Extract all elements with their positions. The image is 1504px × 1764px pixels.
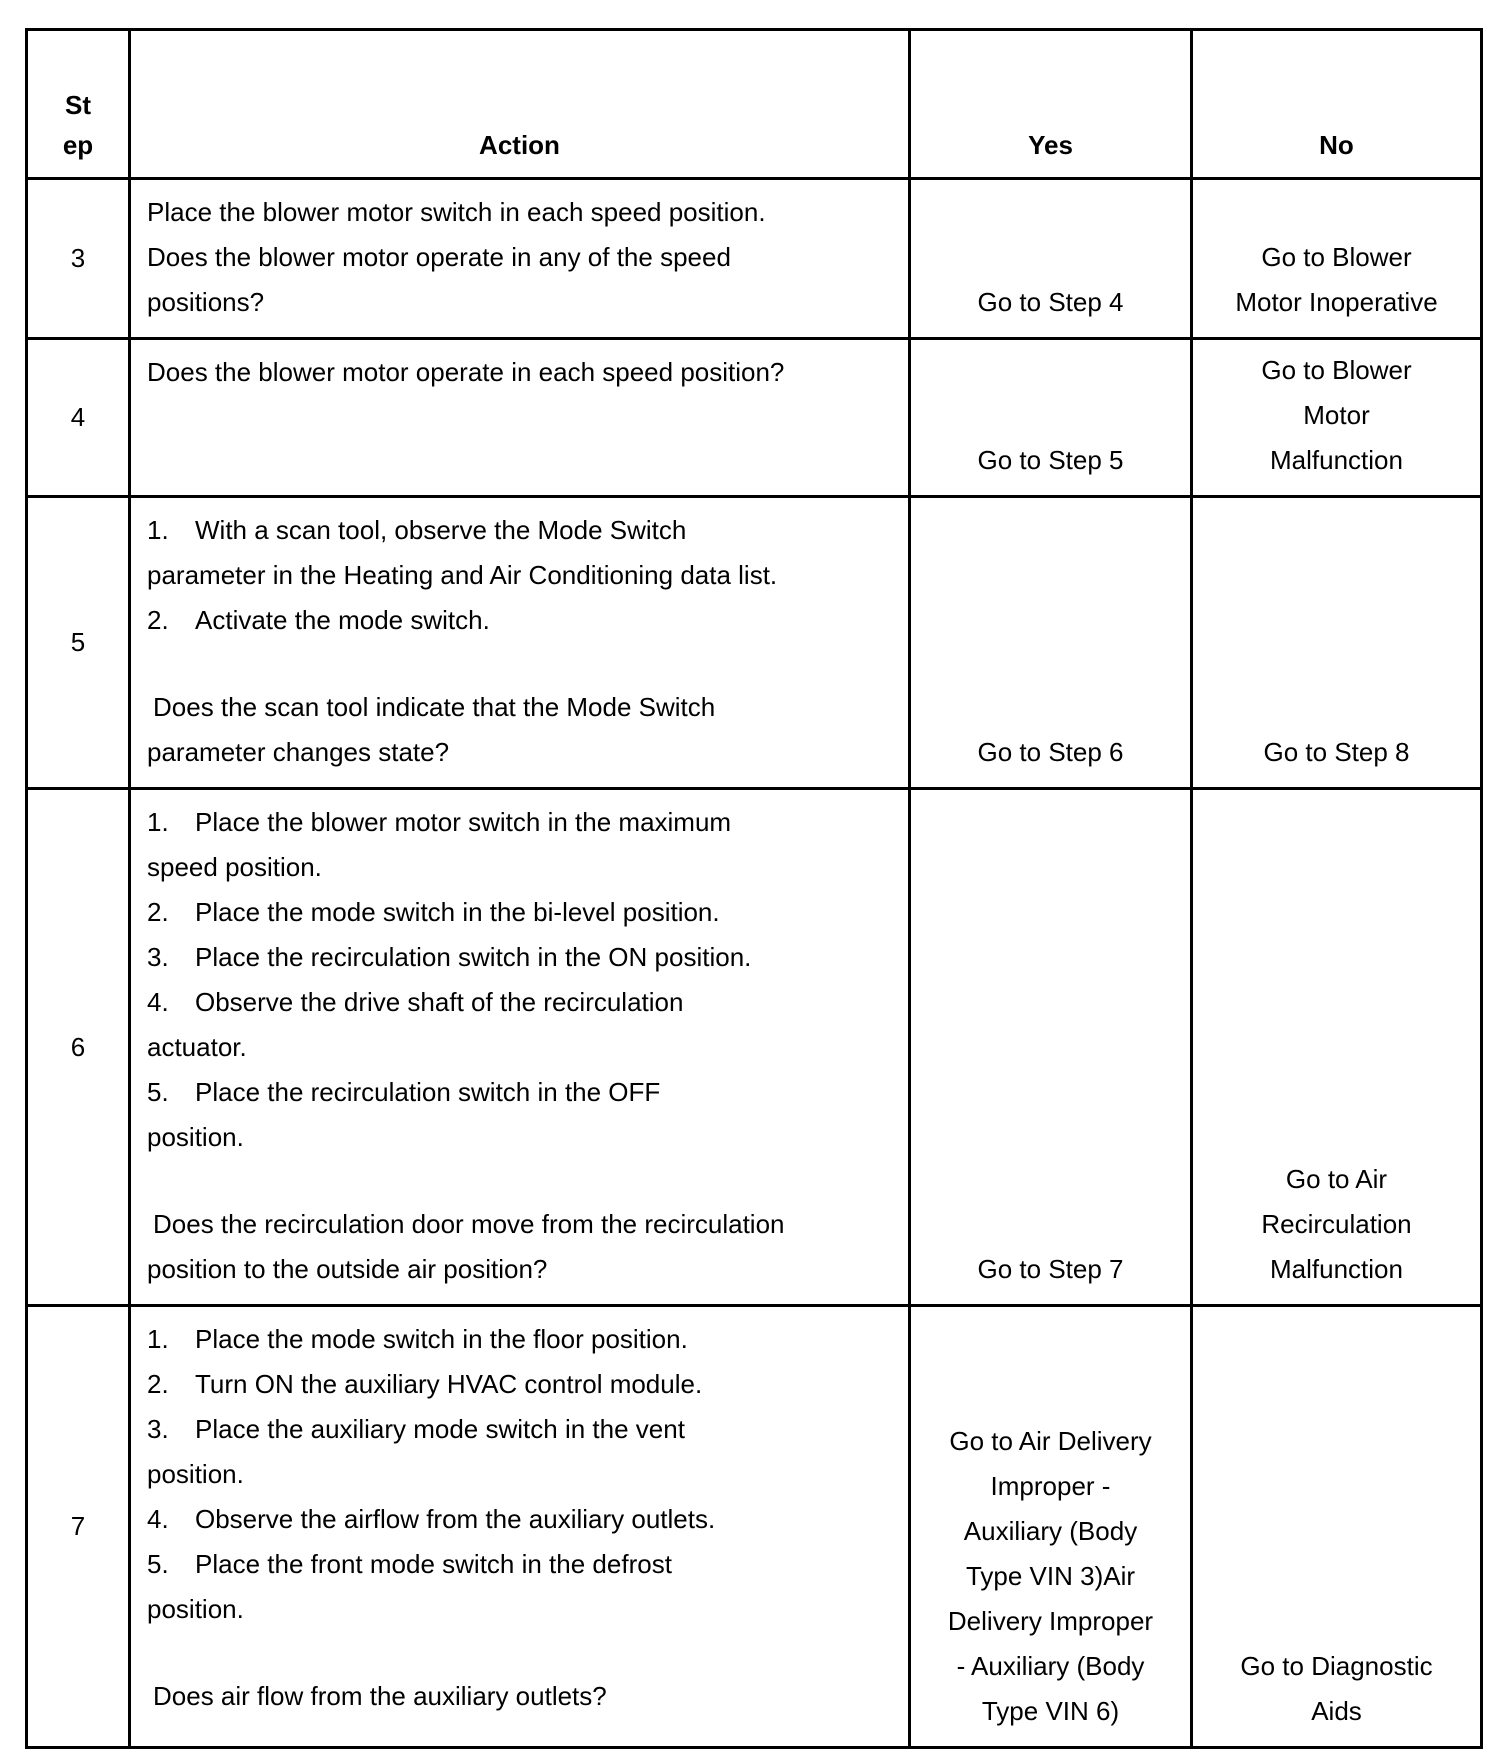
action-cell xyxy=(130,1306,910,1748)
yes-link[interactable]: Go to Step 6 xyxy=(977,737,1124,767)
yes-cell xyxy=(910,339,1192,497)
no-link-line[interactable]: Go to Diagnostic xyxy=(1240,1651,1433,1681)
no-link-line[interactable]: Aids xyxy=(1311,1696,1362,1726)
action-cell xyxy=(130,339,910,497)
yes-link-line[interactable]: Improper - xyxy=(990,1471,1111,1501)
no-link-line[interactable]: Recirculation xyxy=(1261,1209,1412,1239)
action-item-cont: speed position. xyxy=(147,852,322,882)
no-link-line[interactable]: Motor xyxy=(1303,400,1370,430)
header-step-line1: St xyxy=(65,90,91,120)
question-line: Does air flow from the auxiliary outlets? xyxy=(153,1681,607,1711)
yes-link-line[interactable]: Delivery Improper xyxy=(947,1606,1154,1636)
yes-cell xyxy=(910,179,1192,339)
action-item: 1. Place the mode switch in the floor position. xyxy=(147,1324,688,1354)
action-item: 2. Activate the mode switch. xyxy=(147,605,490,635)
header-step xyxy=(27,30,130,179)
no-link-line[interactable]: Malfunction xyxy=(1270,1254,1403,1284)
action-cell xyxy=(130,179,910,339)
action-item-cont: position. xyxy=(147,1459,244,1489)
action-item: 2. Turn ON the auxiliary HVAC control module. xyxy=(147,1369,703,1399)
table-row-step-4 xyxy=(27,339,1482,497)
yes-link-line[interactable]: Type VIN 6) xyxy=(981,1696,1120,1726)
step-number: 5 xyxy=(27,497,130,789)
header-yes: Yes xyxy=(910,30,1192,179)
no-link-line[interactable]: Go to Step 8 xyxy=(1263,737,1410,767)
yes-cell xyxy=(910,1306,1192,1748)
action-item: 1. Place the blower motor switch in the maximum xyxy=(147,807,732,837)
action-line: positions? xyxy=(147,287,265,317)
action-item: 3. Place the auxiliary mode switch in the vent xyxy=(147,1414,685,1444)
header-step-line2: ep xyxy=(62,130,94,160)
no-cell xyxy=(1192,339,1482,497)
no-link-line[interactable]: Go to Air xyxy=(1285,1164,1388,1194)
action-line: Place the blower motor switch in each speed position. xyxy=(147,197,766,227)
header-no: No xyxy=(1192,30,1482,179)
action-item: 5. Place the recirculation switch in the OFF xyxy=(147,1077,661,1107)
yes-link[interactable]: Go to Step 5 xyxy=(977,445,1124,475)
step-number: 4 xyxy=(27,339,130,497)
no-cell xyxy=(1192,497,1482,789)
yes-cell xyxy=(910,497,1192,789)
action-item: 3. Place the recirculation switch in the ON position. xyxy=(147,942,752,972)
question-line: position to the outside air position? xyxy=(147,1254,548,1284)
table-row-step-3 xyxy=(27,179,1482,339)
action-item: 1. With a scan tool, observe the Mode Switch xyxy=(147,515,687,545)
table-row-step-6 xyxy=(27,789,1482,1306)
no-cell xyxy=(1192,1306,1482,1748)
yes-link-line[interactable]: - Auxiliary (Body xyxy=(956,1651,1145,1681)
question-line: Does the recirculation door move from the recirculation xyxy=(153,1209,785,1239)
yes-link[interactable]: Go to Step 4 xyxy=(977,287,1124,317)
no-link-line[interactable]: Motor Inoperative xyxy=(1235,287,1438,317)
yes-link-line[interactable]: Auxiliary (Body xyxy=(963,1516,1138,1546)
no-link-line[interactable]: Go to Blower xyxy=(1261,242,1412,272)
action-line: Does the blower motor operate in any of the speed xyxy=(147,242,731,272)
action-item-cont: actuator. xyxy=(147,1032,247,1062)
table-row-step-7 xyxy=(27,1306,1482,1748)
question-line: Does the scan tool indicate that the Mode Switch xyxy=(153,692,716,722)
diagnostic-table xyxy=(25,28,1483,1749)
step-number: 6 xyxy=(27,789,130,1306)
no-link-line[interactable]: Go to Blower xyxy=(1261,355,1412,385)
action-item: 2. Place the mode switch in the bi-level position. xyxy=(147,897,720,927)
step-number: 7 xyxy=(27,1306,130,1748)
action-item: 5. Place the front mode switch in the defrost xyxy=(147,1549,672,1579)
yes-link[interactable]: Go to Step 7 xyxy=(977,1254,1124,1284)
no-link-line[interactable]: Malfunction xyxy=(1270,445,1403,475)
action-item-cont: position. xyxy=(147,1122,244,1152)
yes-cell xyxy=(910,789,1192,1306)
action-line: Does the blower motor operate in each speed position? xyxy=(147,357,785,387)
step-number: 3 xyxy=(27,179,130,339)
action-item-cont: parameter in the Heating and Air Conditioning data list. xyxy=(147,560,778,590)
action-item: 4. Observe the drive shaft of the recirculation xyxy=(147,987,684,1017)
action-cell xyxy=(130,497,910,789)
yes-link-line[interactable]: Type VIN 3)Air xyxy=(965,1561,1136,1591)
action-cell xyxy=(130,789,910,1306)
no-cell xyxy=(1192,179,1482,339)
header-action: Action xyxy=(130,30,910,179)
yes-link-line[interactable]: Go to Air Delivery xyxy=(949,1426,1152,1456)
question-line: parameter changes state? xyxy=(147,737,450,767)
no-cell xyxy=(1192,789,1482,1306)
table-row-step-5 xyxy=(27,497,1482,789)
action-item-cont: position. xyxy=(147,1594,244,1624)
action-item: 4. Observe the airflow from the auxiliary outlets. xyxy=(147,1504,716,1534)
table-header-row xyxy=(27,30,1482,179)
